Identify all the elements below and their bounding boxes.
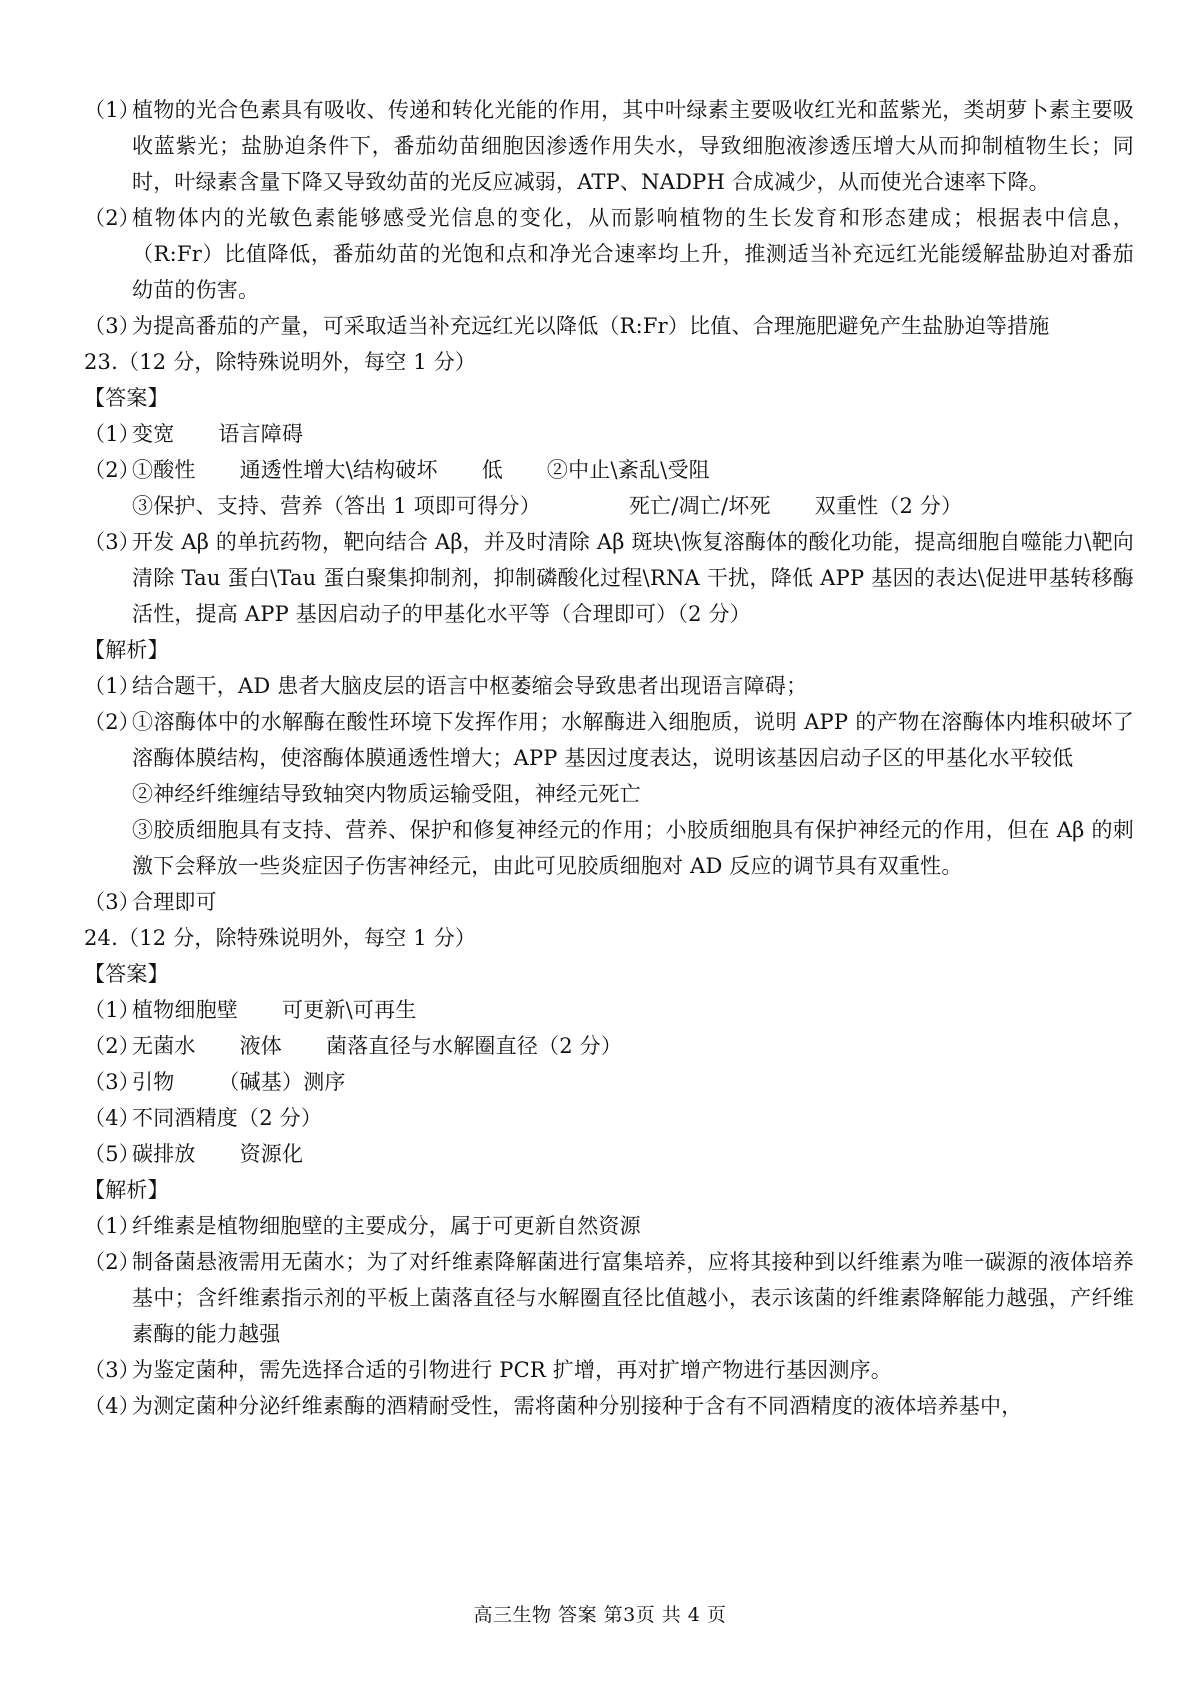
- item-number: （3）: [84, 314, 140, 338]
- item-number: （3）: [84, 890, 140, 914]
- q23-analysis-label: 【解析】: [84, 638, 169, 662]
- item-text: ①溶酶体中的水解酶在酸性环境下发挥作用；水解酶进入细胞质，说明 APP 的产物在溶酶体内堆积破坏了溶酶体膜结构，使溶酶体膜通透性增大；APP 基因过度表达，说明该基因启动子区的甲基化水平较低: [132, 710, 1134, 770]
- item-text: 为测定菌种分泌纤维素酶的酒精耐受性，需将菌种分别接种于含有不同酒精度的液体培养基中，: [132, 1394, 1023, 1418]
- answer-blank: （碱基）测序: [218, 1070, 346, 1094]
- q24-analysis-label: 【解析】: [84, 1178, 169, 1202]
- item-number: （4）: [84, 1394, 140, 1418]
- answer-blank: 液体: [239, 1034, 283, 1058]
- item-text: 制备菌悬液需用无菌水；为了对纤维素降解菌进行富集培养，应将其接种到以纤维素为唯一碳源的液体培养基中；含纤维素指示剂的平板上菌落直径与水解圈直径比值越小，表示该菌的纤维素降解能力越强，产纤维素酶的能力越强: [132, 1250, 1134, 1346]
- answer-blank: ③保护、支持、营养（答出 1 项即可得分）: [132, 494, 541, 518]
- q23-explanation-3: [84, 884, 1134, 920]
- item-number: （3）: [84, 530, 140, 554]
- item-number: （1）: [84, 674, 140, 698]
- q24-explanation-1: [84, 1208, 1134, 1244]
- q23-answer-label: 【答案】: [84, 386, 169, 410]
- item-text: 合理即可: [132, 890, 217, 914]
- item-text: 纤维素是植物细胞壁的主要成分，属于可更新自然资源: [132, 1214, 641, 1238]
- q24-heading: 24.（12 分，除特殊说明外，每空 1 分）: [84, 926, 477, 950]
- top-item-3: [84, 308, 1134, 344]
- item-number: （1）: [84, 98, 140, 122]
- q24-explanation-4: [84, 1388, 1134, 1424]
- item-text: 为提高番茄的产量，可采取适当补充远红光以降低（R:Fr）比值、合理施肥避免产生盐胁迫等措施: [132, 314, 1050, 338]
- q23-answer-2-row2: [84, 488, 1134, 524]
- answer-blank: 不同酒精度（2 分）: [132, 1106, 323, 1130]
- q23-explanation-2b: ②神经纤维缠结导致轴突内物质运输受阻，神经元死亡: [132, 782, 641, 806]
- answer-blank: 菌落直径与水解圈直径（2 分）: [326, 1034, 623, 1058]
- answer-blank: 碳排放: [132, 1142, 196, 1166]
- answer-blank: 死亡/凋亡/坏死: [628, 494, 771, 518]
- q23-explanation-2: [84, 704, 1134, 776]
- item-text: 植物体内的光敏色素能够感受光信息的变化，从而影响植物的生长发育和形态建成；根据表中信息，（R:Fr）比值降低，番茄幼苗的光饱和点和净光合速率均上升，推测适当补充远红光能缓解盐胁迫对番茄幼苗的伤害。: [132, 206, 1134, 302]
- item-number: （2）: [84, 1250, 140, 1274]
- q23-explanation-1: [84, 668, 1134, 704]
- answer-blank: 低: [481, 458, 503, 482]
- answer-blank: 引物: [132, 1070, 175, 1094]
- q24-answer-5: [84, 1136, 1134, 1172]
- item-text: 为鉴定菌种，需先选择合适的引物进行 PCR 扩增，再对扩增产物进行基因测序。: [132, 1358, 892, 1382]
- item-number: （4）: [84, 1106, 140, 1130]
- answer-blank: ①酸性: [132, 458, 196, 482]
- page-footer: 高三生物 答案 第3页 共 4 页: [473, 1604, 727, 1626]
- item-number: （1）: [84, 998, 140, 1022]
- item-number: （2）: [84, 710, 140, 734]
- item-text: 结合题干，AD 患者大脑皮层的语言中枢萎缩会导致患者出现语言障碍；: [132, 674, 808, 698]
- answer-page: [84, 92, 1134, 1424]
- q23-answer-1: [84, 416, 1134, 452]
- answer-blank: 双重性（2 分）: [814, 494, 963, 518]
- answer-blank: 通透性增大\结构破坏: [239, 458, 438, 482]
- top-item-1: [84, 92, 1134, 200]
- q24-answer-3: [84, 1064, 1134, 1100]
- q23-explanation-2c: ③胶质细胞具有支持、营养、保护和修复神经元的作用；小胶质细胞具有保护神经元的作用，但在 Aβ 的刺激下会释放一些炎症因子伤害神经元，由此可见胶质细胞对 AD 反应的调节具有双重性。: [132, 818, 1134, 878]
- q24-explanation-2: [84, 1244, 1134, 1352]
- answer-blank: ②中止\紊乱\受阻: [546, 458, 710, 482]
- q24-answer-1: [84, 992, 1134, 1028]
- answer-blank: 语言障碍: [218, 422, 304, 446]
- item-number: （2）: [84, 206, 140, 230]
- item-number: （5）: [84, 1142, 140, 1166]
- answer-blank: 无菌水: [132, 1034, 196, 1058]
- item-number: （3）: [84, 1070, 140, 1094]
- q23-heading: 23.（12 分，除特殊说明外，每空 1 分）: [84, 350, 477, 374]
- answer-blank: 变宽: [132, 422, 175, 446]
- top-item-2: [84, 200, 1134, 308]
- answer-blank: 资源化: [239, 1142, 304, 1166]
- item-number: （3）: [84, 1358, 140, 1382]
- q24-answer-label: 【答案】: [84, 962, 169, 986]
- q23-answer-2: [84, 452, 1134, 488]
- q24-answer-4: [84, 1100, 1134, 1136]
- item-text: 开发 Aβ 的单抗药物，靶向结合 Aβ，并及时清除 Aβ 斑块\恢复溶酶体的酸化功能，提高细胞自噬能力\靶向清除 Tau 蛋白\Tau 蛋白聚集抑制剂，抑制磷酸化过程\RNA 干扰，降低 APP 基因的表达\促进甲基转移酶活性，提高 APP 基因启动子的甲基化水平等（合理即可）（2 分）: [132, 530, 1134, 626]
- item-number: （2）: [84, 1034, 140, 1058]
- item-number: （2）: [84, 458, 140, 482]
- q24-answer-2: [84, 1028, 1134, 1064]
- item-number: （1）: [84, 1214, 140, 1238]
- q23-answer-3: [84, 524, 1134, 632]
- item-number: （1）: [84, 422, 140, 446]
- answer-blank: 可更新\可再生: [282, 998, 417, 1022]
- item-text: 植物的光合色素具有吸收、传递和转化光能的作用，其中叶绿素主要吸收红光和蓝紫光，类胡萝卜素主要吸收蓝紫光；盐胁迫条件下，番茄幼苗细胞因渗透作用失水，导致细胞液渗透压增大从而抑制植物生长；同时，叶绿素含量下降又导致幼苗的光反应减弱，ATP、NADPH 合成减少，从而使光合速率下降。: [132, 98, 1134, 194]
- answer-blank: 植物细胞壁: [132, 998, 238, 1022]
- q24-explanation-3: [84, 1352, 1134, 1388]
